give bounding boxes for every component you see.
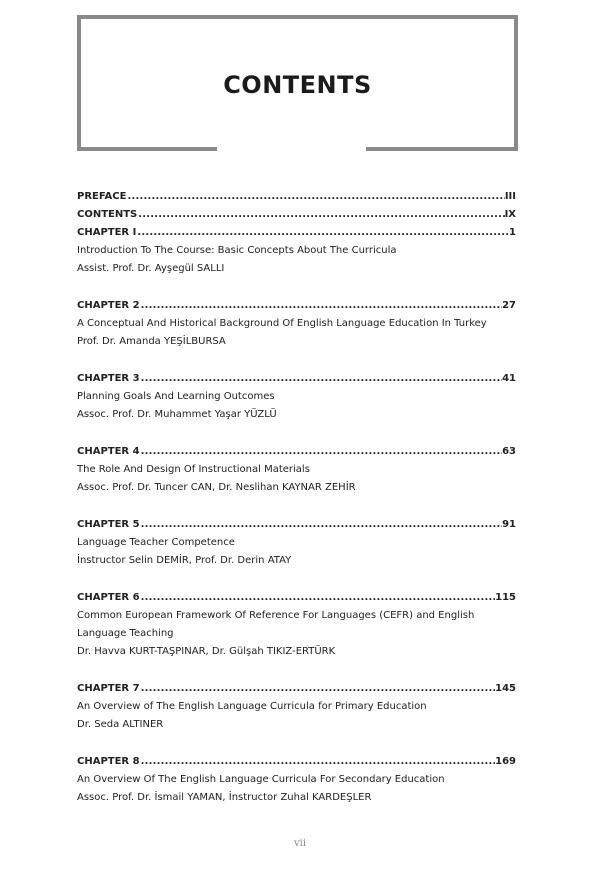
- toc-entry-label: CONTENTS: [77, 209, 138, 220]
- chapter-label: CHAPTER 4: [77, 446, 140, 457]
- chapter-label: CHAPTER 7: [77, 683, 140, 694]
- dot-leader: [140, 589, 496, 607]
- toc-chapter-1[interactable]: [77, 224, 516, 242]
- chapter-label: CHAPTER 3: [77, 373, 140, 384]
- title-box-bottom-right-border: [366, 147, 518, 151]
- chapter-author: Assoc. Prof. Dr. İsmail YAMAN, İnstructor Zuhal KARDEŞLER: [77, 792, 372, 803]
- chapter-label: CHAPTER 8: [77, 756, 140, 767]
- chapter-author: İnstructor Selin DEMİR, Prof. Dr. Derin ATAY: [77, 555, 292, 566]
- chapter-title: Introduction To The Course: Basic Concepts About The Curricula: [77, 245, 397, 256]
- chapter-title: Planning Goals And Learning Outcomes: [77, 391, 275, 402]
- chapter-title: A Conceptual And Historical Background Of English Language Education In Turkey: [77, 318, 487, 329]
- chapter-title: The Role And Design Of Instructional Materials: [77, 464, 310, 475]
- dot-leader: [136, 224, 509, 242]
- toc-chapter-8[interactable]: [77, 753, 516, 771]
- toc-page-number: 1: [509, 227, 516, 238]
- chapter-label: CHAPTER 5: [77, 519, 140, 530]
- title-box-top-border: [77, 15, 518, 19]
- toc-chapter-5[interactable]: [77, 516, 516, 534]
- chapter-title: Language Teacher Competence: [77, 537, 235, 548]
- chapter-title: An Overview Of The English Language Curricula For Secondary Education: [77, 774, 445, 785]
- toc-page-number: 91: [502, 519, 516, 530]
- toc-page-number: 115: [495, 592, 516, 603]
- dot-leader: [140, 297, 503, 315]
- page-title: CONTENTS: [223, 71, 372, 99]
- dot-leader: [140, 370, 503, 388]
- toc-page-number: III: [504, 191, 516, 202]
- toc-page-number: 41: [502, 373, 516, 384]
- chapter-author: Assist. Prof. Dr. Ayşegül SALLI: [77, 263, 225, 274]
- toc-chapter-7[interactable]: [77, 680, 516, 698]
- toc-page-number: 169: [495, 756, 516, 767]
- dot-leader: [140, 680, 496, 698]
- chapter-author: Assoc. Prof. Dr. Tuncer CAN, Dr. Neslihan KAYNAR ZEHİR: [77, 482, 356, 493]
- chapter-author: Dr. Seda ALTINER: [77, 719, 164, 730]
- title-box-bottom-left-border: [77, 147, 217, 151]
- chapter-title: An Overview of The English Language Curricula for Primary Education: [77, 701, 427, 712]
- chapter-title: Common European Framework Of Reference For Languages (CEFR) and English Language Teaching: [77, 610, 475, 639]
- toc-chapter-4[interactable]: [77, 443, 516, 461]
- chapter-author: Prof. Dr. Amanda YEŞİLBURSA: [77, 336, 226, 347]
- toc-entry-preface[interactable]: [77, 188, 516, 206]
- dot-leader: [126, 188, 504, 206]
- dot-leader: [137, 206, 504, 224]
- toc-chapter-2[interactable]: [77, 297, 516, 315]
- toc-entry-contents[interactable]: [77, 206, 516, 224]
- toc-chapter-3[interactable]: [77, 370, 516, 388]
- toc-page-number: 27: [502, 300, 516, 311]
- dot-leader: [140, 516, 503, 534]
- toc-entry-label: PREFACE: [77, 191, 127, 202]
- chapter-label: CHAPTER 2: [77, 300, 140, 311]
- chapter-label: CHAPTER I: [77, 227, 137, 238]
- toc-chapter-6[interactable]: [77, 589, 516, 607]
- dot-leader: [140, 443, 503, 461]
- dot-leader: [140, 753, 496, 771]
- chapter-author: Assoc. Prof. Dr. Muhammet Yaşar YÜZLÜ: [77, 409, 277, 420]
- contents-title-box: [77, 15, 518, 151]
- chapter-author: Dr. Havva KURT-TAŞPINAR, Dr. Gülşah TIKIZ-ERTÜRK: [77, 646, 336, 657]
- page-number-folio: vii: [293, 838, 307, 849]
- chapter-label: CHAPTER 6: [77, 592, 140, 603]
- table-of-contents: [77, 188, 516, 807]
- toc-page-number: IX: [504, 209, 516, 220]
- toc-page-number: 63: [502, 446, 516, 457]
- toc-page-number: 145: [495, 683, 516, 694]
